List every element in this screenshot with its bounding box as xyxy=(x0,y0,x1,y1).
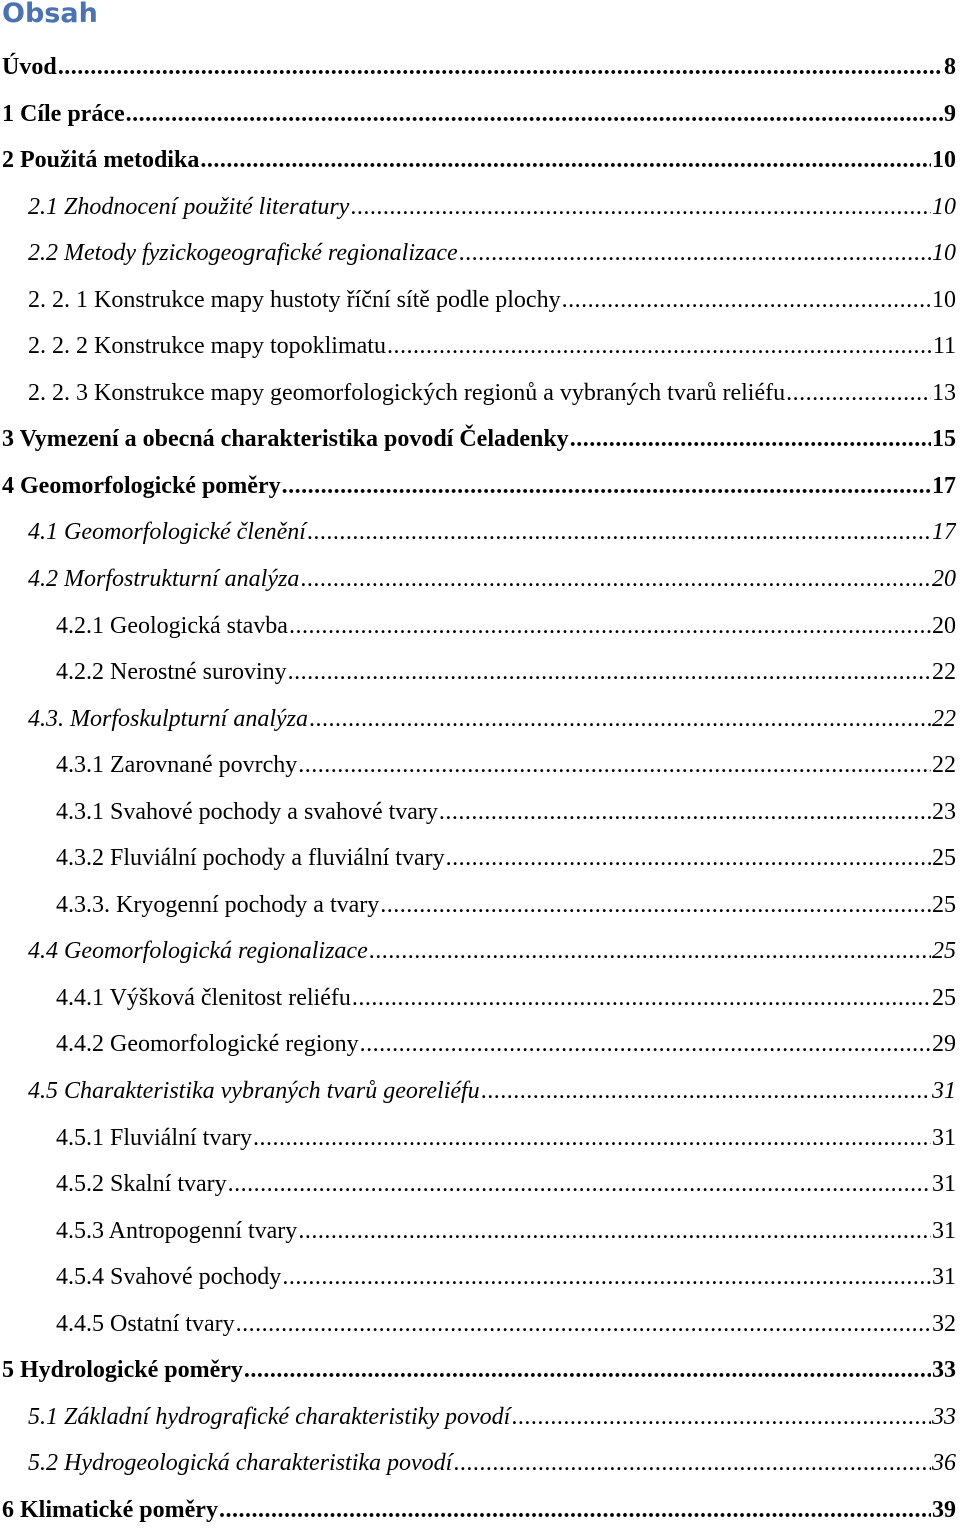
toc-entry-label: 4.5.3 Antropogenní tvary xyxy=(56,1217,298,1244)
dot-leader xyxy=(288,649,931,696)
dot-leader xyxy=(459,230,931,277)
toc-entry-label: 4.3.3. Kryogenní pochody a tvary xyxy=(56,891,380,918)
toc-entry-label: 6 Klimatické poměry xyxy=(2,1496,218,1523)
toc-entry-label: 4.4 Geomorfologická regionalizace xyxy=(28,938,368,965)
dot-leader xyxy=(282,463,931,510)
toc-entry-page-number: 10 xyxy=(932,193,956,220)
toc-entry[interactable] xyxy=(0,603,956,650)
toc-entry[interactable] xyxy=(0,742,956,789)
toc-entry-label: 4.2.1 Geologická stavba xyxy=(56,612,288,639)
dot-leader xyxy=(350,184,931,231)
toc-entry-label: 4.3.2 Fluviální pochody a fluviální tvary xyxy=(56,845,445,872)
dot-leader xyxy=(439,789,931,836)
toc-entry[interactable] xyxy=(0,44,956,91)
dot-leader xyxy=(58,44,943,91)
toc-entry-label: 5 Hydrologické poměry xyxy=(2,1357,243,1384)
toc-entry[interactable] xyxy=(0,1161,956,1208)
toc-entry-label: 4.4.2 Geomorfologické regiony xyxy=(56,1031,359,1058)
toc-entry-label: 1 Cíle práce xyxy=(2,100,125,127)
toc-entry[interactable] xyxy=(0,416,956,463)
toc-entry[interactable] xyxy=(0,1021,956,1068)
toc-entry-page-number: 31 xyxy=(932,1124,956,1151)
toc-entry[interactable] xyxy=(0,230,956,277)
toc-entry[interactable] xyxy=(0,1068,956,1115)
dot-leader xyxy=(360,1021,931,1068)
toc-entry[interactable] xyxy=(0,696,956,743)
toc-entry-page-number: 25 xyxy=(932,845,956,872)
toc-entry-label: 4.3.1 Svahové pochody a svahové tvary xyxy=(56,798,438,825)
toc-entry[interactable] xyxy=(0,835,956,882)
dot-leader xyxy=(307,509,931,556)
toc-entry-page-number: 8 xyxy=(944,54,956,80)
toc-entry[interactable] xyxy=(0,649,956,696)
toc-entry[interactable] xyxy=(0,370,956,417)
toc-entry[interactable] xyxy=(0,1347,956,1394)
toc-entry-page-number: 11 xyxy=(932,333,956,360)
toc-entry-label: 4.2 Morfostrukturní analýza xyxy=(28,566,300,593)
toc-entry-page-number: 39 xyxy=(932,1496,956,1523)
toc-entry-label: 4.1 Geomorfologické členění xyxy=(28,519,306,546)
toc-entry-page-number: 17 xyxy=(932,519,956,546)
toc-entry-page-number: 23 xyxy=(932,798,956,825)
toc-entry-page-number: 22 xyxy=(932,659,956,686)
dot-leader xyxy=(228,1161,931,1208)
toc-entry[interactable] xyxy=(0,1208,956,1255)
toc-entry[interactable] xyxy=(0,1440,956,1487)
toc-entry-page-number: 33 xyxy=(932,1403,956,1430)
toc-entry-page-number: 36 xyxy=(932,1450,956,1477)
toc-entry-page-number: 15 xyxy=(932,426,956,453)
toc-entry-label: 4.4.1 Výšková členitost reliéfu xyxy=(56,984,351,1011)
toc-entry-label: 4.3. Morfoskulpturní analýza xyxy=(28,705,308,732)
dot-leader xyxy=(200,137,931,184)
toc-entry-label: Úvod xyxy=(2,54,57,80)
toc-entry-page-number: 22 xyxy=(932,752,956,779)
toc-entry[interactable] xyxy=(0,1301,956,1348)
toc-entry-page-number: 31 xyxy=(932,1171,956,1198)
toc-entry[interactable] xyxy=(0,1487,956,1534)
toc-entry-page-number: 10 xyxy=(932,240,956,267)
toc-entry[interactable] xyxy=(0,323,956,370)
toc-entry-label: 5.1 Základní hydrografické charakteristiky povodí xyxy=(28,1403,511,1430)
toc-entry-page-number: 17 xyxy=(932,472,956,499)
toc-entry[interactable] xyxy=(0,277,956,324)
toc-entry-label: 2.2 Metody fyzickogeografické regionalizace xyxy=(28,240,458,267)
toc-entry-page-number: 25 xyxy=(932,984,956,1011)
dot-leader xyxy=(369,928,931,975)
toc-entry-label: 2.1 Zhodnocení použité literatury xyxy=(28,193,350,220)
toc-entry-page-number: 31 xyxy=(932,1078,956,1105)
toc-entry[interactable] xyxy=(0,1254,956,1301)
toc-entry-label: 4 Geomorfologické poměry xyxy=(2,472,281,499)
dot-leader xyxy=(481,1068,931,1115)
toc-entry-label: 2. 2. 3 Konstrukce mapy geomorfologických regionů a vybraných tvarů reliéfu xyxy=(28,379,786,406)
dot-leader xyxy=(298,1208,931,1255)
page-title: Obsah xyxy=(2,0,98,29)
dot-leader xyxy=(380,882,931,929)
dot-leader xyxy=(126,91,943,138)
toc-entry[interactable] xyxy=(0,463,956,510)
toc-entry-page-number: 33 xyxy=(932,1357,956,1384)
dot-leader xyxy=(244,1347,931,1394)
dot-leader xyxy=(282,1254,931,1301)
dot-leader xyxy=(289,603,931,650)
toc-entry[interactable] xyxy=(0,928,956,975)
dot-leader xyxy=(219,1487,931,1534)
toc-entry-label: 4.5.2 Skalní tvary xyxy=(56,1171,227,1198)
toc-entry-label: 5.2 Hydrogeologická charakteristika povodí xyxy=(28,1450,453,1477)
toc-entry-page-number: 10 xyxy=(932,147,956,174)
table-of-contents xyxy=(0,44,956,1534)
dot-leader xyxy=(570,416,931,463)
toc-entry-label: 4.5.1 Fluviální tvary xyxy=(56,1124,252,1151)
toc-entry-label: 4.5.4 Svahové pochody xyxy=(56,1264,282,1291)
toc-entry-label: 4.2.2 Nerostné suroviny xyxy=(56,659,287,686)
dot-leader xyxy=(786,370,931,417)
dot-leader xyxy=(387,323,932,370)
toc-entry[interactable] xyxy=(0,137,956,184)
toc-entry[interactable] xyxy=(0,1394,956,1441)
toc-entry[interactable] xyxy=(0,91,956,138)
dot-leader xyxy=(453,1440,931,1487)
toc-entry[interactable] xyxy=(0,975,956,1022)
dot-leader xyxy=(236,1301,931,1348)
toc-entry-page-number: 31 xyxy=(932,1217,956,1244)
toc-entry-page-number: 22 xyxy=(932,705,956,732)
toc-entry-label: 4.3.1 Zarovnané povrchy xyxy=(56,752,298,779)
toc-entry-page-number: 25 xyxy=(932,891,956,918)
dot-leader xyxy=(352,975,931,1022)
toc-entry-label: 2. 2. 2 Konstrukce mapy topoklimatu xyxy=(28,333,386,360)
toc-entry-label: 2 Použitá metodika xyxy=(2,147,200,174)
dot-leader xyxy=(253,1115,931,1162)
toc-entry[interactable] xyxy=(0,882,956,929)
toc-entry-page-number: 13 xyxy=(932,379,956,406)
dot-leader xyxy=(511,1394,931,1441)
toc-entry-label: 2. 2. 1 Konstrukce mapy hustoty říční sítě podle plochy xyxy=(28,286,561,313)
toc-entry-page-number: 10 xyxy=(932,286,956,313)
toc-entry[interactable] xyxy=(0,556,956,603)
dot-leader xyxy=(300,556,931,603)
toc-entry[interactable] xyxy=(0,509,956,556)
toc-entry-page-number: 20 xyxy=(932,566,956,593)
toc-entry[interactable] xyxy=(0,184,956,231)
dot-leader xyxy=(309,696,931,743)
toc-entry[interactable] xyxy=(0,789,956,836)
toc-entry-label: 4.5 Charakteristika vybraných tvarů georeliéfu xyxy=(28,1078,480,1105)
toc-entry-page-number: 29 xyxy=(932,1031,956,1058)
dot-leader xyxy=(446,835,931,882)
toc-entry-page-number: 25 xyxy=(932,938,956,965)
toc-entry-page-number: 9 xyxy=(944,100,956,127)
toc-entry[interactable] xyxy=(0,1115,956,1162)
dot-leader xyxy=(298,742,931,789)
toc-entry-page-number: 31 xyxy=(932,1264,956,1291)
toc-entry-page-number: 32 xyxy=(932,1310,956,1337)
toc-entry-page-number: 20 xyxy=(932,612,956,639)
toc-entry-label: 4.4.5 Ostatní tvary xyxy=(56,1310,235,1337)
dot-leader xyxy=(562,277,931,324)
toc-entry-label: 3 Vymezení a obecná charakteristika povodí Čeladenky xyxy=(2,426,569,453)
